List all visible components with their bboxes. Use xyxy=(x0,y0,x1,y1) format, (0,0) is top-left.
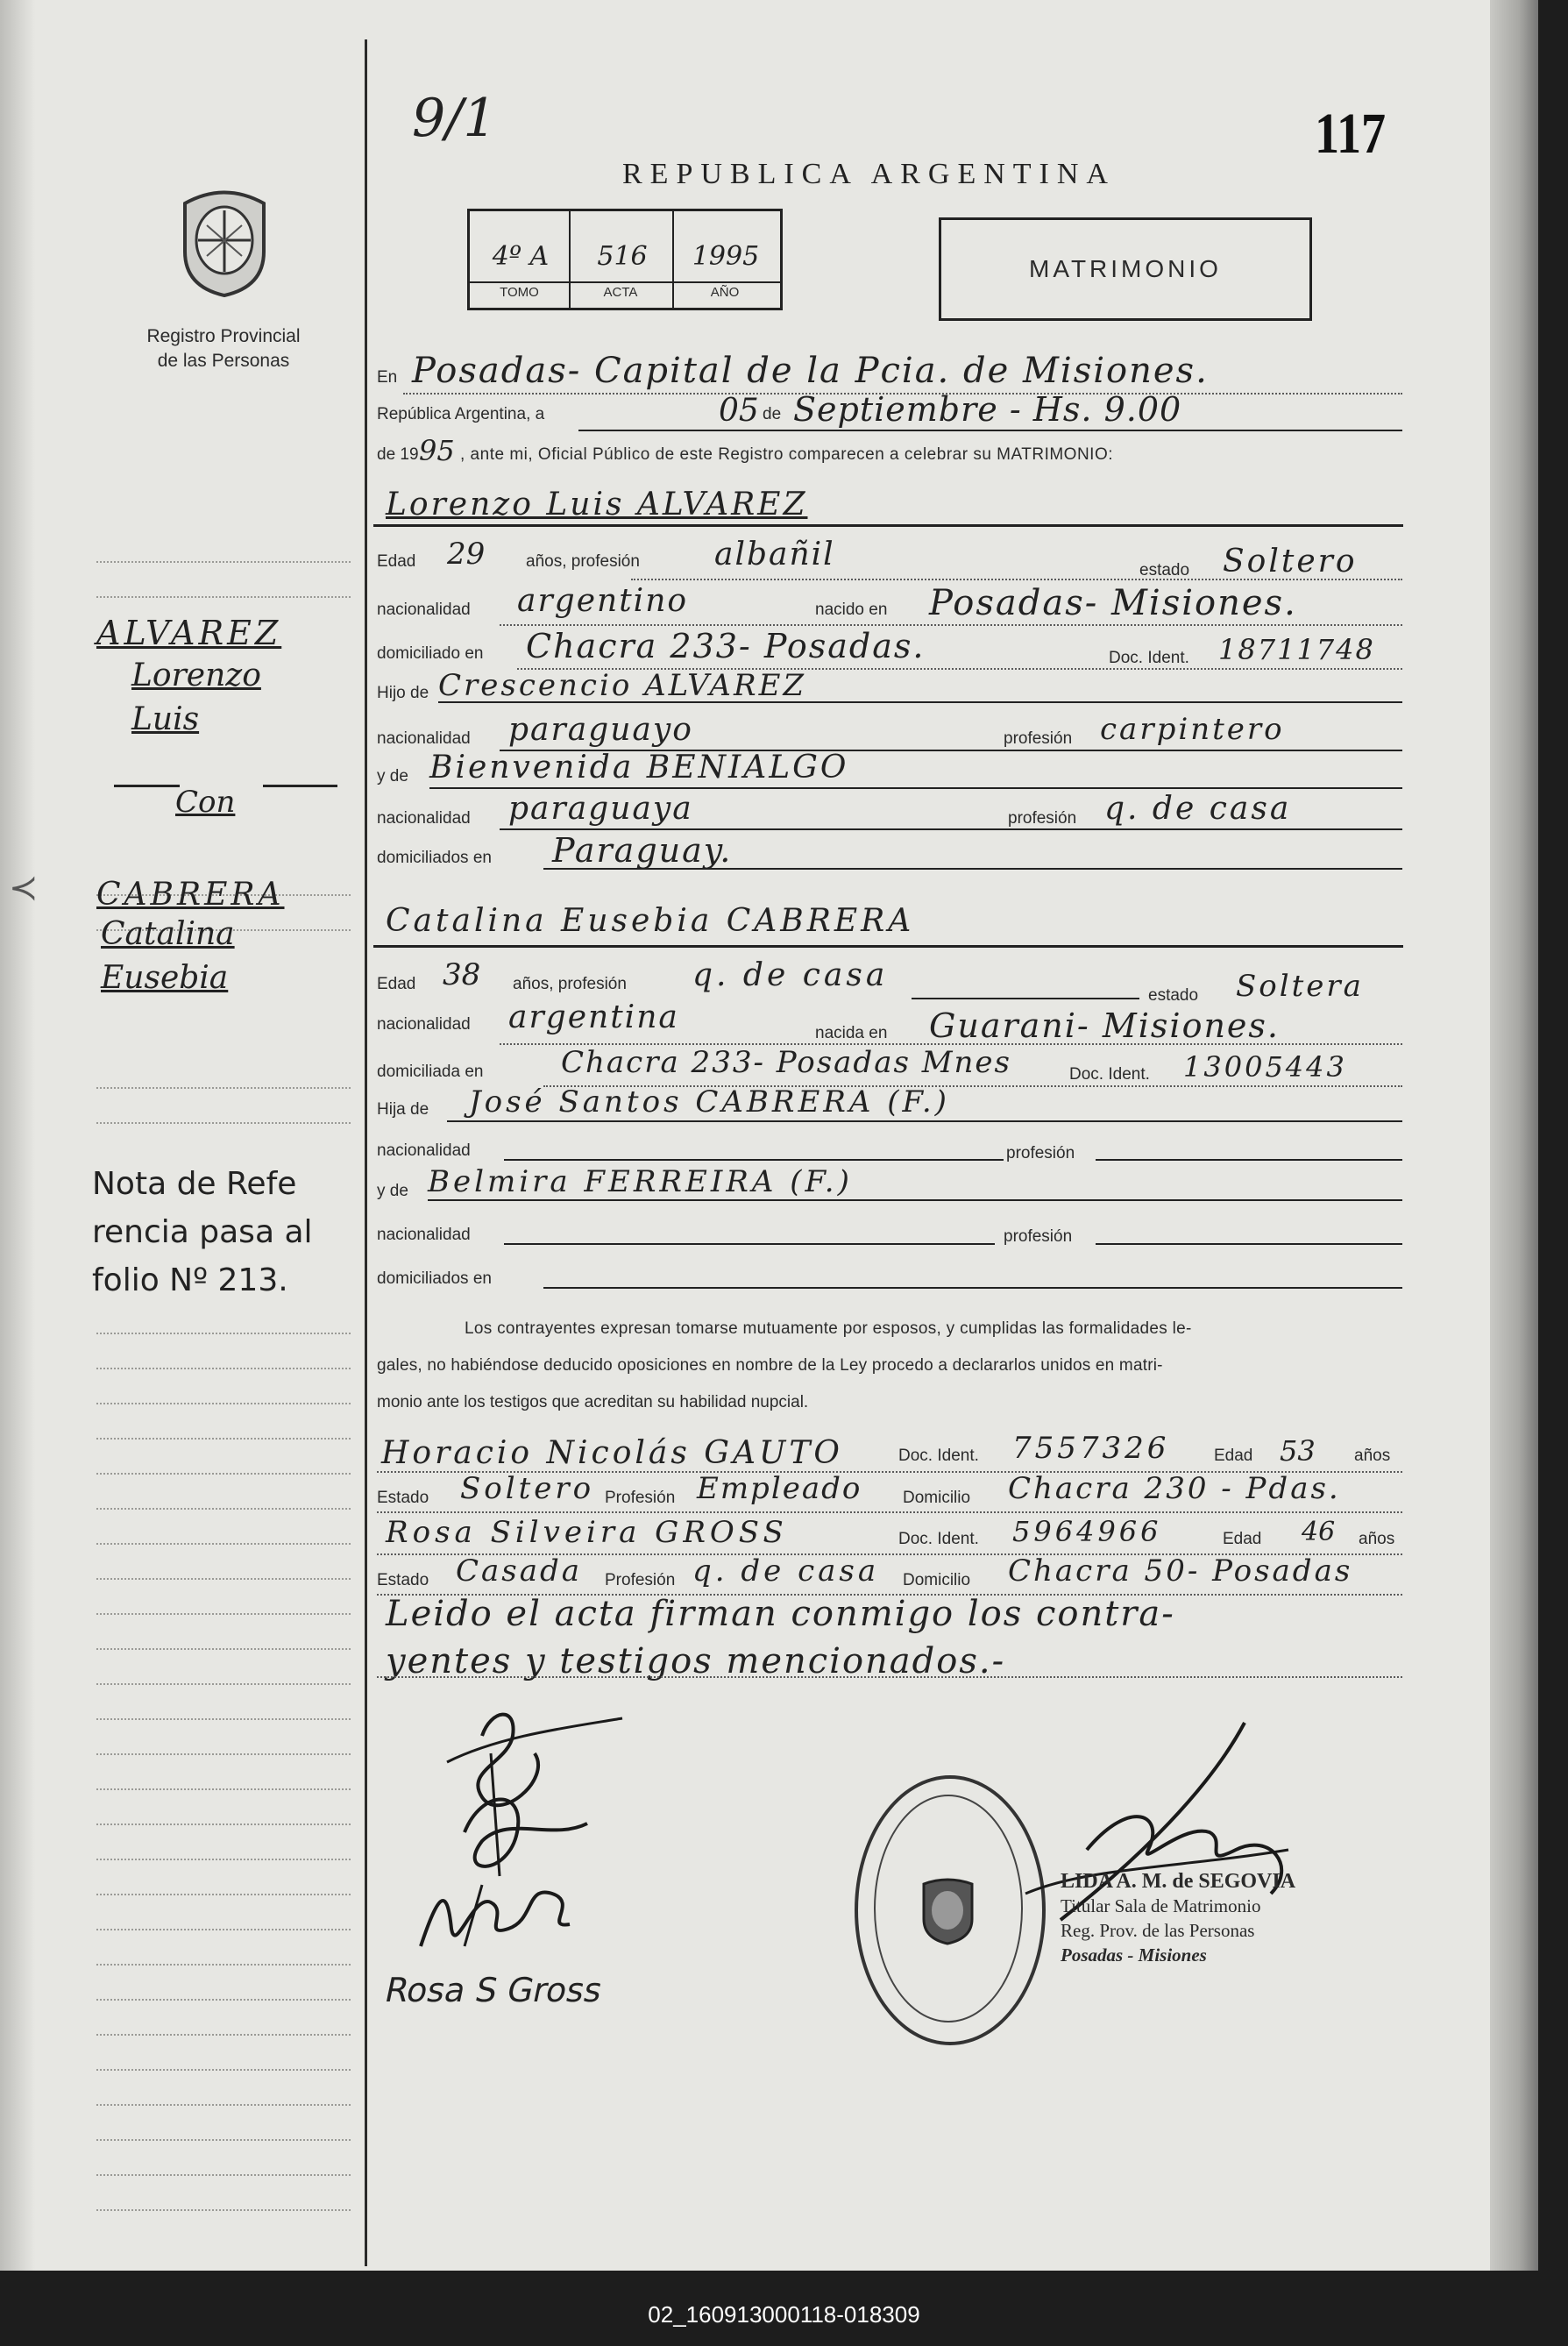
margin-rule xyxy=(96,2069,351,2071)
witness2-prof-label: Profesión xyxy=(605,1571,676,1589)
bride-nac-label: nacionalidad xyxy=(377,1015,471,1034)
margin-firstname-bride: Catalina xyxy=(101,916,235,952)
margin-divider xyxy=(365,39,367,2266)
groom-nac-label: nacionalidad xyxy=(377,601,471,619)
official-name: LIDA A. M. de SEGOVIA xyxy=(1061,1870,1296,1893)
groom-hijo-label: Hijo de xyxy=(377,684,429,702)
bride-profesion-label: años, profesión xyxy=(513,975,627,993)
bride-domicilio: Chacra 233- Posadas Mnes xyxy=(561,1045,1012,1080)
bride-mother: Belmira FERREIRA (F.) xyxy=(428,1164,853,1199)
page-number: 117 xyxy=(1315,102,1387,166)
groom-estado-label: estado xyxy=(1139,561,1190,579)
margin-rule xyxy=(96,1613,351,1615)
witness2-anos-label: años xyxy=(1359,1530,1395,1548)
margin-rule xyxy=(96,1508,351,1510)
groom-name: Lorenzo Luis ALVAREZ xyxy=(386,487,808,523)
groom-nacido: Posadas- Misiones. xyxy=(929,583,1297,623)
margin-rule xyxy=(96,1964,351,1966)
bride-doc-label: Doc. Ident. xyxy=(1069,1065,1150,1084)
groom-edad-label: Edad xyxy=(377,552,416,571)
bride-father: José Santos CABRERA (F.) xyxy=(469,1084,950,1120)
bride-yde-label: y de xyxy=(377,1182,408,1200)
witness1-edad-label: Edad xyxy=(1214,1447,1253,1465)
witness2-edad-label: Edad xyxy=(1223,1530,1262,1548)
bride-profesion: q. de casa xyxy=(692,957,889,993)
bride-dom-label: domiciliada en xyxy=(377,1063,484,1081)
groom-mother: Bienvenida BENIALGO xyxy=(429,750,849,786)
margin-rule xyxy=(96,1473,351,1475)
official-location: Posadas - Misiones xyxy=(1061,1944,1207,1966)
groom-father: Crescencio ALVAREZ xyxy=(438,668,807,703)
margin-rule xyxy=(96,1543,351,1545)
bride-father-nac-label: nacionalidad xyxy=(377,1141,471,1160)
bride-doc: 13005443 xyxy=(1183,1050,1347,1084)
groom-doc-label: Doc. Ident. xyxy=(1109,649,1189,667)
closing-line2: gales, no habiéndose deducido oposiciones en nombre de la Ley procedo a declararlos unidos en matri- xyxy=(377,1356,1163,1375)
reading-line1: Leido el acta firman conmigo los contra- xyxy=(386,1594,1175,1634)
bride-mother-nac-label: nacionalidad xyxy=(377,1226,471,1244)
witness2-doc-label: Doc. Ident. xyxy=(898,1530,979,1548)
witness2-domicilio: Chacra 50- Posadas xyxy=(1008,1553,1353,1589)
margin-rule xyxy=(96,1438,351,1440)
witness2-estado-label: Estado xyxy=(377,1571,429,1589)
witness1-doc: 7557326 xyxy=(1012,1431,1170,1466)
acta-label: ACTA xyxy=(603,285,638,300)
margin-note-line1: Nota de Refe xyxy=(92,1166,297,1202)
margin-con: Con xyxy=(175,785,236,820)
ano-label: AÑO xyxy=(710,285,740,300)
groom-mother-prof-label: profesión xyxy=(1008,809,1077,828)
seal-emblem-icon xyxy=(915,1875,981,1945)
groom-father-nac: paraguayo xyxy=(508,712,693,748)
year-value: 95 xyxy=(419,434,455,467)
closing-line3: monio ante los testigos que acreditan su habilidad nupcial. xyxy=(377,1393,809,1411)
margin-surname-bride: CABRERA xyxy=(96,877,285,913)
bride-mother-prof-label: profesión xyxy=(1004,1227,1073,1246)
groom-doc: 18711748 xyxy=(1218,633,1375,666)
margin-rule xyxy=(96,1578,351,1580)
witness1-edad: 53 xyxy=(1280,1434,1316,1468)
year-label: de 19 xyxy=(377,445,419,464)
witness1-estado: Soltero xyxy=(460,1471,595,1506)
tomo-value: 4º A xyxy=(492,241,550,272)
margin-firstname-groom: Lorenzo xyxy=(131,658,261,693)
en-label: En xyxy=(377,368,398,387)
margin-rule xyxy=(96,1999,351,2001)
margin-surname-groom: ALVAREZ xyxy=(96,614,282,652)
groom-mother-prof: q. de casa xyxy=(1104,791,1292,827)
groom-father-prof-label: profesión xyxy=(1004,729,1073,748)
witness1-domicilio: Chacra 230 - Pdas. xyxy=(1008,1471,1341,1506)
groom-mother-nac-label: nacionalidad xyxy=(377,809,471,828)
reading-line2: yentes y testigos mencionados.- xyxy=(386,1641,1006,1681)
witness1-doc-label: Doc. Ident. xyxy=(898,1447,979,1465)
official-registry: Reg. Prov. de las Personas xyxy=(1061,1920,1255,1941)
tomo-label: TOMO xyxy=(500,285,539,300)
margin-rule xyxy=(96,1753,351,1755)
bride-nacionalidad: argentina xyxy=(508,999,679,1035)
bride-name: Catalina Eusebia CABRERA xyxy=(386,903,915,939)
witness2-edad: 46 xyxy=(1302,1517,1336,1547)
witness2-profesion: q. de casa xyxy=(692,1553,880,1589)
bride-hija-label: Hija de xyxy=(377,1100,429,1119)
place-value: Posadas- Capital de la Pcia. de Misiones. xyxy=(412,351,1209,391)
record-type: MATRIMONIO xyxy=(1029,255,1222,282)
bride-edad: 38 xyxy=(443,957,481,992)
groom-parents-dom-label: domiciliados en xyxy=(377,849,492,867)
groom-mother-nac: paraguaya xyxy=(508,791,693,827)
witness1-profesion: Empleado xyxy=(697,1471,862,1506)
margin-rule xyxy=(96,596,351,598)
record-type-box xyxy=(939,217,1312,321)
acta-value: 516 xyxy=(597,241,648,272)
margin-rule xyxy=(96,1122,351,1124)
month-value: Septiembre - Hs. 9.00 xyxy=(793,390,1182,429)
reference-box xyxy=(467,209,783,310)
margin-rule xyxy=(96,1859,351,1860)
margin-rule xyxy=(96,1718,351,1720)
groom-edad: 29 xyxy=(447,537,486,572)
witness1-anos-label: años xyxy=(1354,1447,1391,1465)
bride-signature xyxy=(412,1876,587,1959)
binding-mark: ≺ xyxy=(9,869,39,907)
margin-rule xyxy=(96,2209,351,2211)
file-id: 02_160913000118-018309 xyxy=(648,2301,920,2328)
margin-rule xyxy=(96,1683,351,1685)
witness1-prof-label: Profesión xyxy=(605,1489,676,1507)
margin-note-line3: folio Nº 213. xyxy=(92,1262,288,1298)
closing-line1: Los contrayentes expresan tomarse mutuamente por esposos, y cumplidas las formalidades le- xyxy=(465,1319,1192,1338)
witness1-name: Horacio Nicolás GAUTO xyxy=(381,1435,843,1471)
margin-rule xyxy=(96,2034,351,2036)
margin-rule xyxy=(96,561,351,563)
margin-rule xyxy=(96,2139,351,2141)
coat-of-arms-icon xyxy=(172,186,277,300)
bride-parents-dom-label: domiciliados en xyxy=(377,1269,492,1288)
margin-rule xyxy=(96,2174,351,2176)
margin-rule xyxy=(96,1333,351,1334)
margin-note-line2: rencia pasa al xyxy=(92,1214,313,1250)
groom-nacionalidad: argentino xyxy=(517,583,689,619)
de-label: de xyxy=(763,405,782,423)
margin-middlename-groom: Luis xyxy=(131,701,200,737)
bride-estado-label: estado xyxy=(1148,986,1199,1005)
official-title: Titular Sala de Matrimonio xyxy=(1061,1895,1261,1916)
country-heading: REPUBLICA ARGENTINA xyxy=(622,158,1116,190)
witness2-name: Rosa Silveira GROSS xyxy=(386,1515,788,1550)
registry-name: Registro Provincial de las Personas xyxy=(146,326,301,371)
bride-father-prof-label: profesión xyxy=(1006,1144,1075,1162)
witness1-dom-label: Domicilio xyxy=(903,1489,971,1507)
page-edge xyxy=(1490,0,1538,2271)
groom-father-nac-label: nacionalidad xyxy=(377,729,471,748)
margin-rule xyxy=(96,1823,351,1825)
official-stamp xyxy=(1061,1869,1295,1967)
groom-father-prof: carpintero xyxy=(1100,712,1285,747)
margin-rule xyxy=(96,1788,351,1790)
margin-rule xyxy=(96,1894,351,1895)
witness2-doc: 5964966 xyxy=(1012,1515,1162,1548)
groom-estado: Soltero xyxy=(1223,544,1358,579)
margin-rule xyxy=(96,1648,351,1650)
groom-profesion-label: años, profesión xyxy=(526,552,640,571)
folio-mark: 9/1 xyxy=(412,88,497,149)
binding-fold xyxy=(0,0,35,2271)
bride-nacida-label: nacida en xyxy=(815,1024,888,1042)
groom-domicilio: Chacra 233- Posadas. xyxy=(526,627,926,665)
margin-rule xyxy=(96,2104,351,2106)
margin-rule xyxy=(96,1403,351,1404)
bride-edad-label: Edad xyxy=(377,975,416,993)
witness-signature: Rosa S Gross xyxy=(381,1971,607,2009)
groom-yde-label: y de xyxy=(377,767,408,786)
groom-dom-label: domiciliado en xyxy=(377,644,484,663)
bride-estado: Soltera xyxy=(1236,969,1364,1004)
groom-profesion: albañil xyxy=(714,537,835,572)
margin-middlename-bride: Eusebia xyxy=(101,960,229,996)
groom-nacido-label: nacido en xyxy=(815,601,888,619)
ano-value: 1995 xyxy=(692,241,760,272)
republic-label: República Argentina, a xyxy=(377,405,545,423)
margin-rule xyxy=(96,1087,351,1089)
witness2-estado: Casada xyxy=(456,1553,583,1589)
statement: , ante mi, Oficial Público de este Registro comparecen a celebrar su MATRIMONIO: xyxy=(460,445,1114,464)
margin-rule xyxy=(96,1368,351,1369)
witness2-dom-label: Domicilio xyxy=(903,1571,971,1589)
witness1-estado-label: Estado xyxy=(377,1489,429,1507)
bride-nacida: Guarani- Misiones. xyxy=(929,1006,1280,1045)
margin-rule xyxy=(96,1929,351,1930)
day-value: 05 xyxy=(719,393,759,429)
groom-parents-dom: Paraguay. xyxy=(552,831,733,870)
